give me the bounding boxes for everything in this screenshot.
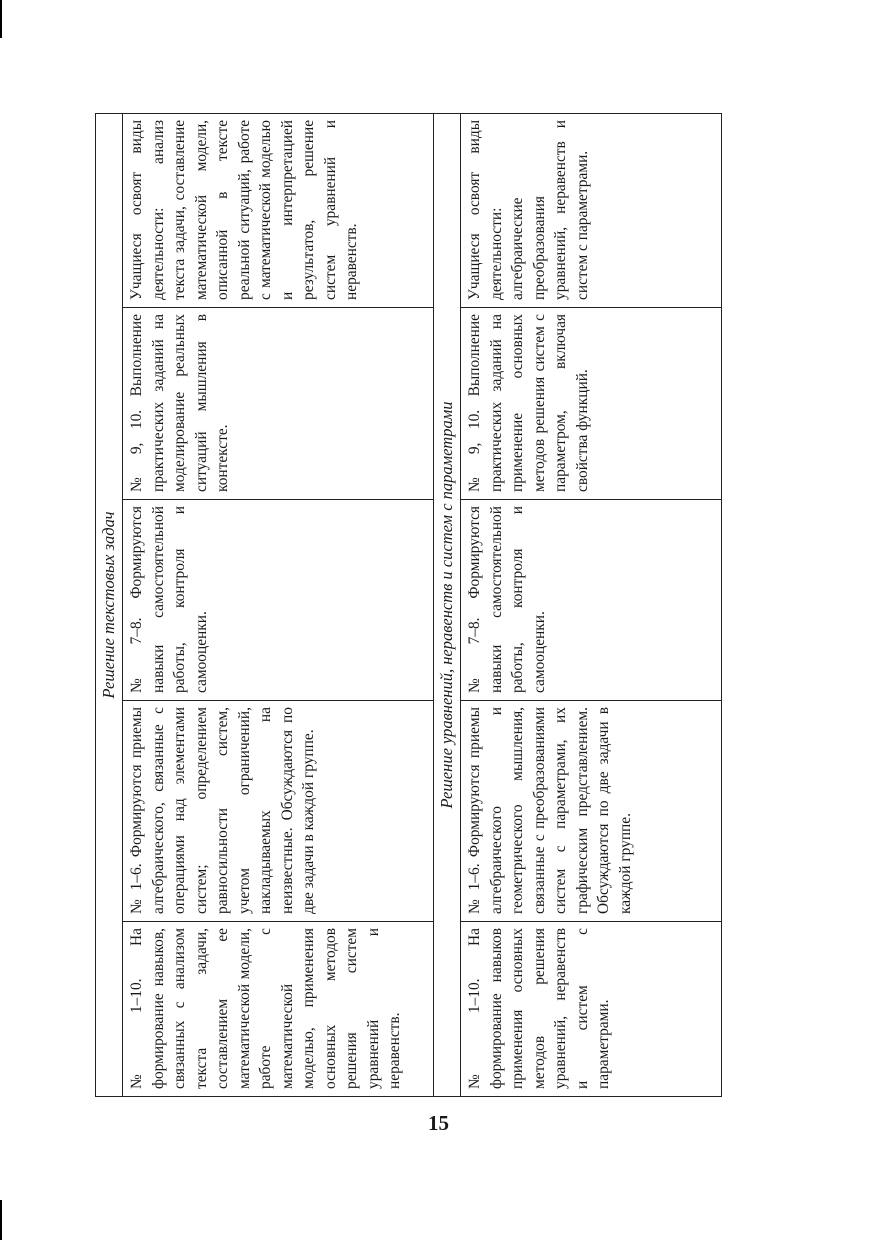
table-cell: № 1–6. Формируются приемы алгебраического и геометрического мышления, связанные с преобразованиями систем с параметрами, их графическим представлением. Обсуждаются по две задачи в каждой группе. bbox=[461, 701, 722, 922]
table-cell: № 9, 10. Выполнение практических заданий на моделирование реальных ситуаций мышления в контексте. bbox=[123, 308, 434, 500]
table-cell: № 1–10. На формирование навыков применения основных методов решения уравнений, неравенств и систем с параметрами. bbox=[461, 922, 722, 1097]
table-cell: № 9, 10. Выполнение практических заданий на применение основных методов решения систем с параметром, включая свойства функций. bbox=[461, 308, 722, 500]
section-title: Решение уравнений, неравенств и систем с параметрами bbox=[434, 113, 461, 1096]
crop-mark-top bbox=[0, 0, 2, 38]
table-cell: № 7–8. Формируются навыки самостоятельной работы, контроля и самооценки. bbox=[461, 500, 722, 701]
curriculum-table bbox=[95, 113, 722, 1097]
table-cell: № 1–6. Формируются приемы алгебраического, связанные с операциями над элементами систем; определением равносильности систем, учетом ограничений, накладываемых на неизвестные. Обсуждаются по две задачи в каждой группе. bbox=[123, 701, 434, 922]
table-cell: № 7–8. Формируются навыки самостоятельной работы, контроля и самооценки. bbox=[123, 500, 434, 701]
table-cell: № 1–10. На формирование навыков, связанных с анализом текста задачи, составлением ее математической модели, работе с математической моделью, применения основных методов решения систем уравнений и неравенств. bbox=[123, 922, 434, 1097]
table-cell: Учащиеся освоят виды деятельности: анализ текста задачи, составление математической модели, описанной в тексте реальной ситуаций, работе с математической моделью и интерпретацией результатов, решение систем уравнений и неравенств. bbox=[123, 113, 434, 307]
page-number: 15 bbox=[428, 1111, 449, 1135]
crop-mark-bottom bbox=[0, 1200, 2, 1240]
rotated-table bbox=[95, 114, 722, 1097]
section-title: Решение текстовых задач bbox=[96, 113, 123, 1096]
table-cell: Учащиеся освоят виды деятельности: алгебраические преобразования уравнений, неравенств и систем с параметрами. bbox=[461, 113, 722, 307]
